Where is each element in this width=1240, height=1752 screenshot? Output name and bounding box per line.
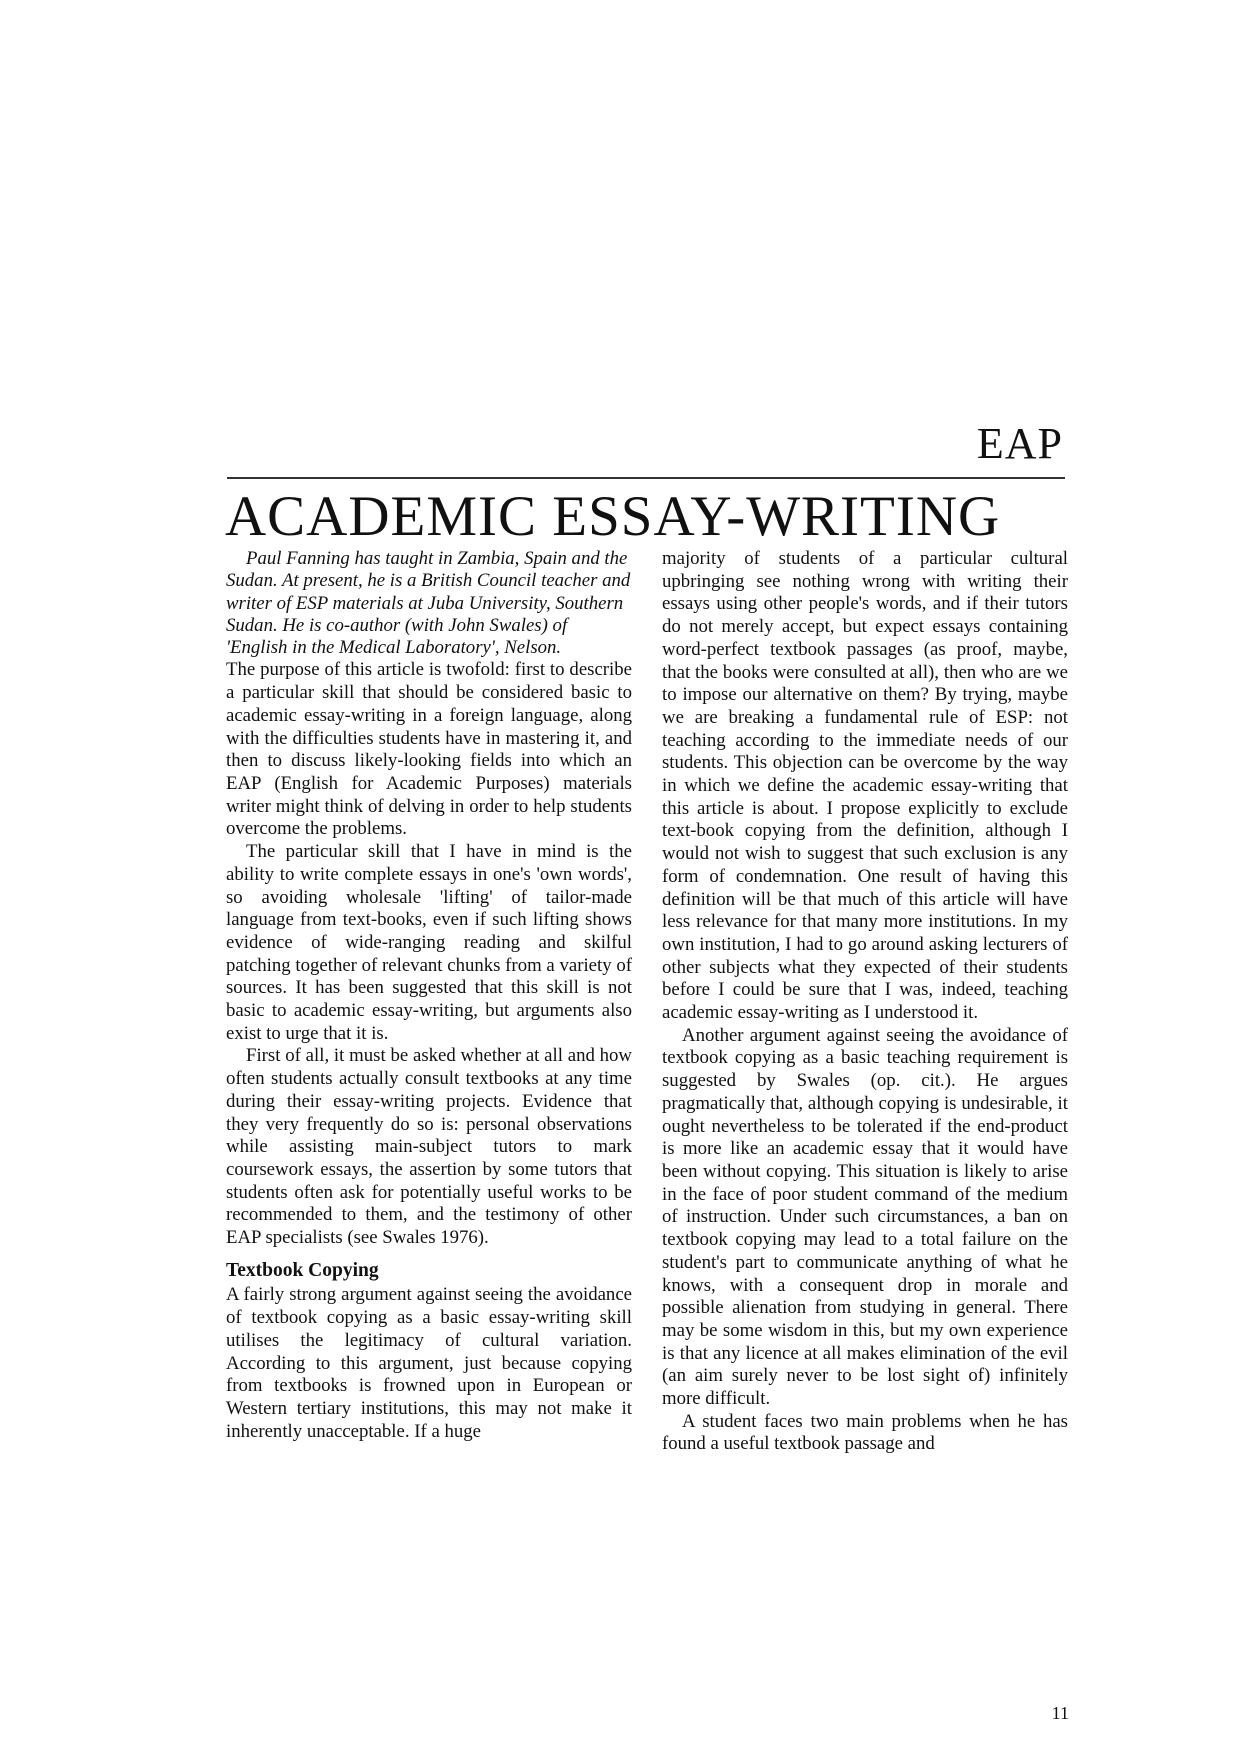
- page-number: 11: [1051, 1703, 1069, 1723]
- author-bio: Paul Fanning has taught in Zambia, Spain and the Sudan. At present, he is a British Council teacher and writer of ESP materials at Juba University, Southern Sudan. He is co-author (with John Swales) of 'English in the Medical Laboratory', Nelson.: [226, 548, 631, 659]
- body-paragraph: A fairly strong argument against seeing the avoidance of textbook copying as a basic essay-writing skill utilises the legitimacy of cultural variation. According to this argument, just because copying from textbooks is frowned upon in European or Western tertiary institutions, this may not make it inherently unacceptable. If a huge: [226, 1284, 632, 1442]
- body-paragraph: The particular skill that I have in mind is the ability to write complete essays in one's 'own words', so avoiding wholesale 'lifting' of tailor-made language from text-books, even if such lifting shows evidence of wide-ranging reading and skilful patching together of relevant chunks from a variety of sources. It has been suggested that this skill is not basic to academic essay-writing, but arguments also exist to urge that it is.: [226, 841, 632, 1044]
- body-paragraph: The purpose of this article is twofold: first to describe a particular skill that should be considered basic to academic essay-writing in a foreign language, along with the difficulties students have in mastering it, and then to discuss likely-looking fields into which an EAP (English for Academic Purposes) materials writer might think of delving in order to help students overcome the problems.: [226, 659, 632, 840]
- left-column: [226, 548, 632, 1443]
- right-column: [662, 548, 1068, 1456]
- body-paragraph: A student faces two main problems when he has found a useful textbook passage and: [662, 1410, 1068, 1455]
- section-label: EAP: [976, 419, 1063, 468]
- header-rule: [227, 477, 1065, 479]
- body-paragraph: First of all, it must be asked whether at all and how often students actually consult textbooks at any time during their essay-writing projects. Evidence that they very frequently do so is: personal observations while assisting main-subject tutors to mark coursework essays, the assertion by some tutors that students often ask for potentially useful works to be recommended to them, and the testimony of other EAP specialists (see Swales 1976).: [226, 1045, 632, 1249]
- body-paragraph: Another argument against seeing the avoidance of textbook copying as a basic teaching requirement is suggested by Swales (op. cit.). He argues pragmatically that, although copying is undesirable, it ought nevertheless to be tolerated if the end-product is more like an academic essay that it would have been without copying. This situation is likely to arise in the face of poor student command of the medium of instruction. Under such circumstances, a ban on textbook copying may lead to a total failure on the student's part to communicate anything of what he knows, with a consequent drop in morale and possible alienation from studying in general. There may be some wisdom in this, but my own experience is that any licence at all makes elimination of the evil (an aim surely never to be lost sight of) infinitely more difficult.: [662, 1024, 1068, 1410]
- article-title: ACADEMIC ESSAY-WRITING: [225, 485, 1001, 548]
- body-paragraph: majority of students of a particular cultural upbringing see nothing wrong with writing their essays using other people's words, and if their tutors do not merely accept, but expect essays containing word-perfect textbook passages (as proof, maybe, that the books were consulted at all), then who are we to impose our alternative on them? By trying, maybe we are breaking a fundamental rule of ESP: not teaching according to the immediate needs of our students. This objection can be overcome by the way in which we define the academic essay-writing that this article is about. I propose explicitly to exclude text-book copying from the definition, although I would not wish to suggest that such exclusion is any form of condemnation. One result of having this definition will be that much of this article will have less relevance for that many more institutions. In my own institution, I had to go around asking lecturers of other subjects what they expected of their students before I could be sure that I was, indeed, teaching academic essay-writing as I understood it.: [662, 548, 1068, 1024]
- section-heading: Textbook Copying: [226, 1259, 379, 1281]
